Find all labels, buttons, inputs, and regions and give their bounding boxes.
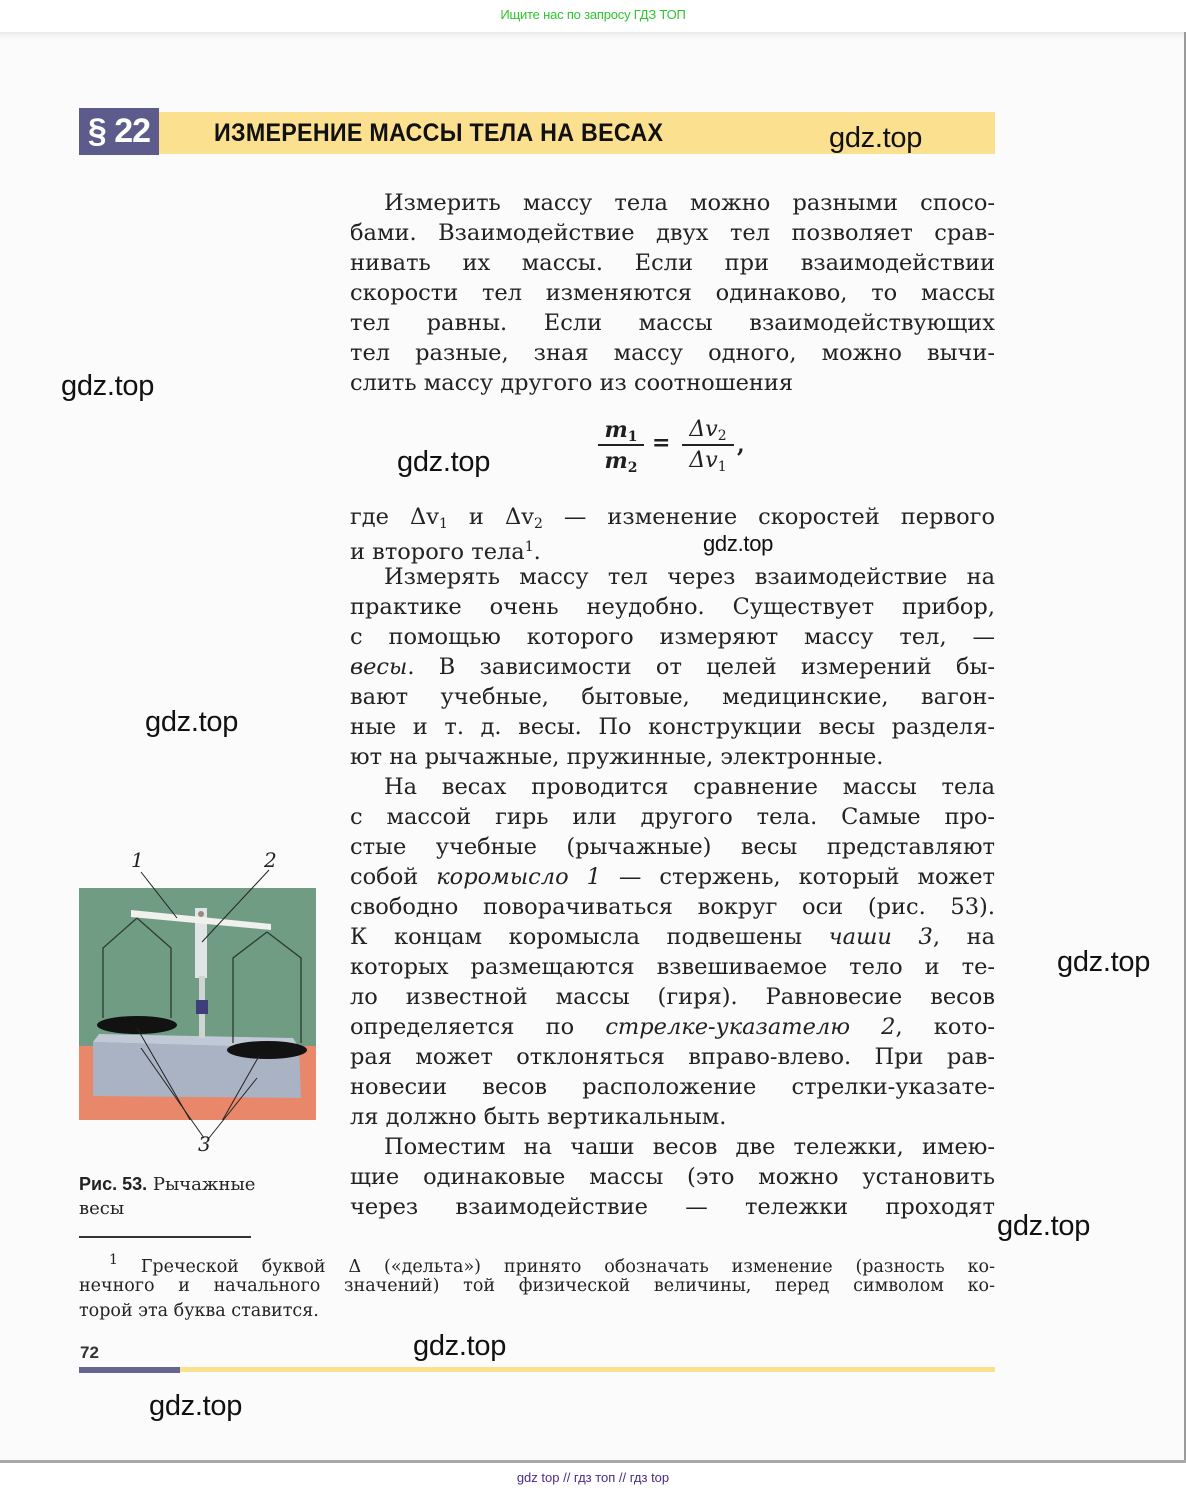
footer-bar-accent	[79, 1367, 180, 1373]
paragraph-4	[350, 772, 995, 1132]
watermark: gdz.top	[1057, 946, 1151, 978]
paragraph-2	[350, 502, 995, 565]
paragraph-1	[350, 188, 995, 398]
watermark: gdz.top	[145, 706, 239, 738]
footnote	[79, 1248, 995, 1325]
figure-leader-lines	[79, 850, 319, 1150]
text-line: нивать их массы. Если при взаимодействии	[350, 250, 995, 276]
text-line: тел разные, зная массу одного, можно вычи-	[350, 340, 995, 366]
section-title: ИЗМЕРЕНИЕ МАССЫ ТЕЛА НА ВЕСАХ	[214, 119, 664, 147]
label-beam-1: 1	[131, 848, 144, 872]
text-line: определяется по стрелке-указателю 2, кото-	[350, 1014, 995, 1040]
fraction-left: $m_1$ $m_2$	[598, 416, 644, 476]
term-scales: весы	[350, 654, 408, 680]
watermark: gdz.top	[703, 531, 774, 556]
term-beam: коромысло 1	[436, 864, 601, 890]
label-pans-3: 3	[198, 1132, 211, 1156]
banner-text: Ищите нас по запросу ГДЗ ТОП	[500, 7, 686, 22]
text-line: где $\Delta v_1$ и $\Delta v_2$ — изменение скоростей первого	[350, 504, 995, 532]
paragraph-3	[350, 562, 995, 772]
figure-caption: Рис. 53. Рычажные весы	[79, 1174, 256, 1219]
footer-bar	[180, 1367, 995, 1372]
watermark: gdz.top	[829, 122, 923, 154]
text-line: весы. В зависимости от целей измерений бы-	[350, 654, 995, 680]
text-line: ют на рычажные, пружинные, электронные.	[350, 744, 884, 770]
top-banner	[0, 0, 1186, 32]
text-line: бами. Взаимодействие двух тел позволяет срав-	[350, 220, 995, 246]
section-number-badge: § 22	[79, 108, 159, 155]
text-line: с массой гирь или другого тела. Самые про-	[350, 804, 995, 830]
footnote-ref: 1	[524, 539, 534, 555]
label-pointer-2: 2	[264, 848, 277, 872]
text-line: которых размещаются взвешиваемое тело и те-	[350, 954, 995, 980]
text-line: нечного и начального значений) той физической величины, перед символом ко-	[79, 1275, 995, 1296]
text-line: с помощью которого измеряют массу тел, —	[350, 624, 995, 650]
text-line: К концам коромысла подвешены чаши 3, на	[350, 924, 996, 950]
watermark: gdz.top	[997, 1210, 1091, 1242]
text-line: тел равны. Если массы взаимодействующих	[350, 310, 995, 336]
text-line: вают учебные, бытовые, медицинские, вагон-	[350, 684, 995, 710]
text-line: На весах проводится сравнение массы тела	[384, 774, 995, 800]
term-pans: чаши 3	[828, 924, 933, 950]
text-line: скорости тел изменяются одинаково, то массы	[350, 280, 995, 306]
text-line: Поместим на чаши весов две тележки, имею-	[384, 1134, 995, 1160]
text-line: и второго тела$^1$.	[350, 539, 541, 565]
text-line: $^1$ Греческой буквой Δ («дельта») принято обозначать изменение (разность ко-	[109, 1252, 995, 1277]
footnote-rule	[79, 1236, 251, 1238]
text-line: собой коромысло 1 — стержень, который может	[350, 864, 995, 890]
equals-sign: =	[652, 430, 671, 456]
watermark: gdz.top	[61, 370, 155, 402]
text-line: Измерять массу тел через взаимодействие на	[384, 564, 995, 590]
text-line: ля должно быть вертикальным.	[350, 1104, 727, 1130]
text-line: ные и т. д. весы. По конструкции весы разделя-	[350, 714, 995, 740]
text-line: рая может отклоняться вправо-влево. При рав-	[350, 1044, 995, 1070]
text-line: стые учебные (рычажные) весы представляют	[350, 834, 995, 860]
text-line: щие одинаковые массы (это можно установить	[350, 1164, 995, 1190]
bottom-bar-links[interactable]: gdz top // гдз топ // гдз top	[516, 1470, 670, 1485]
text-line: торой эта буква ставится.	[79, 1301, 319, 1321]
watermark: gdz.top	[413, 1330, 507, 1362]
watermark: gdz.top	[397, 446, 491, 478]
text-line: слить массу другого из соотношения	[350, 370, 794, 396]
text-line: практике очень неудобно. Существует прибор,	[350, 594, 995, 620]
text-line: через взаимодействие — тележки проходят	[350, 1194, 995, 1220]
bottom-bar	[0, 1463, 1186, 1496]
text-line: Измерить массу тела можно разными спосо-	[384, 190, 995, 216]
fraction-right: $\Delta v_2$ $\Delta v_1$	[682, 416, 734, 476]
paragraph-5	[350, 1132, 995, 1222]
page-number: 72	[80, 1343, 99, 1362]
term-pointer: стрелке-указателю 2	[605, 1014, 896, 1040]
text-line: новесии весов расположение стрелки-указате-	[350, 1074, 995, 1100]
text-line: свободно поворачиваться вокруг оси (рис. 53).	[350, 894, 995, 920]
text-line: ло известной массы (гиря). Равновесие весов	[350, 984, 995, 1010]
watermark: gdz.top	[149, 1390, 243, 1422]
